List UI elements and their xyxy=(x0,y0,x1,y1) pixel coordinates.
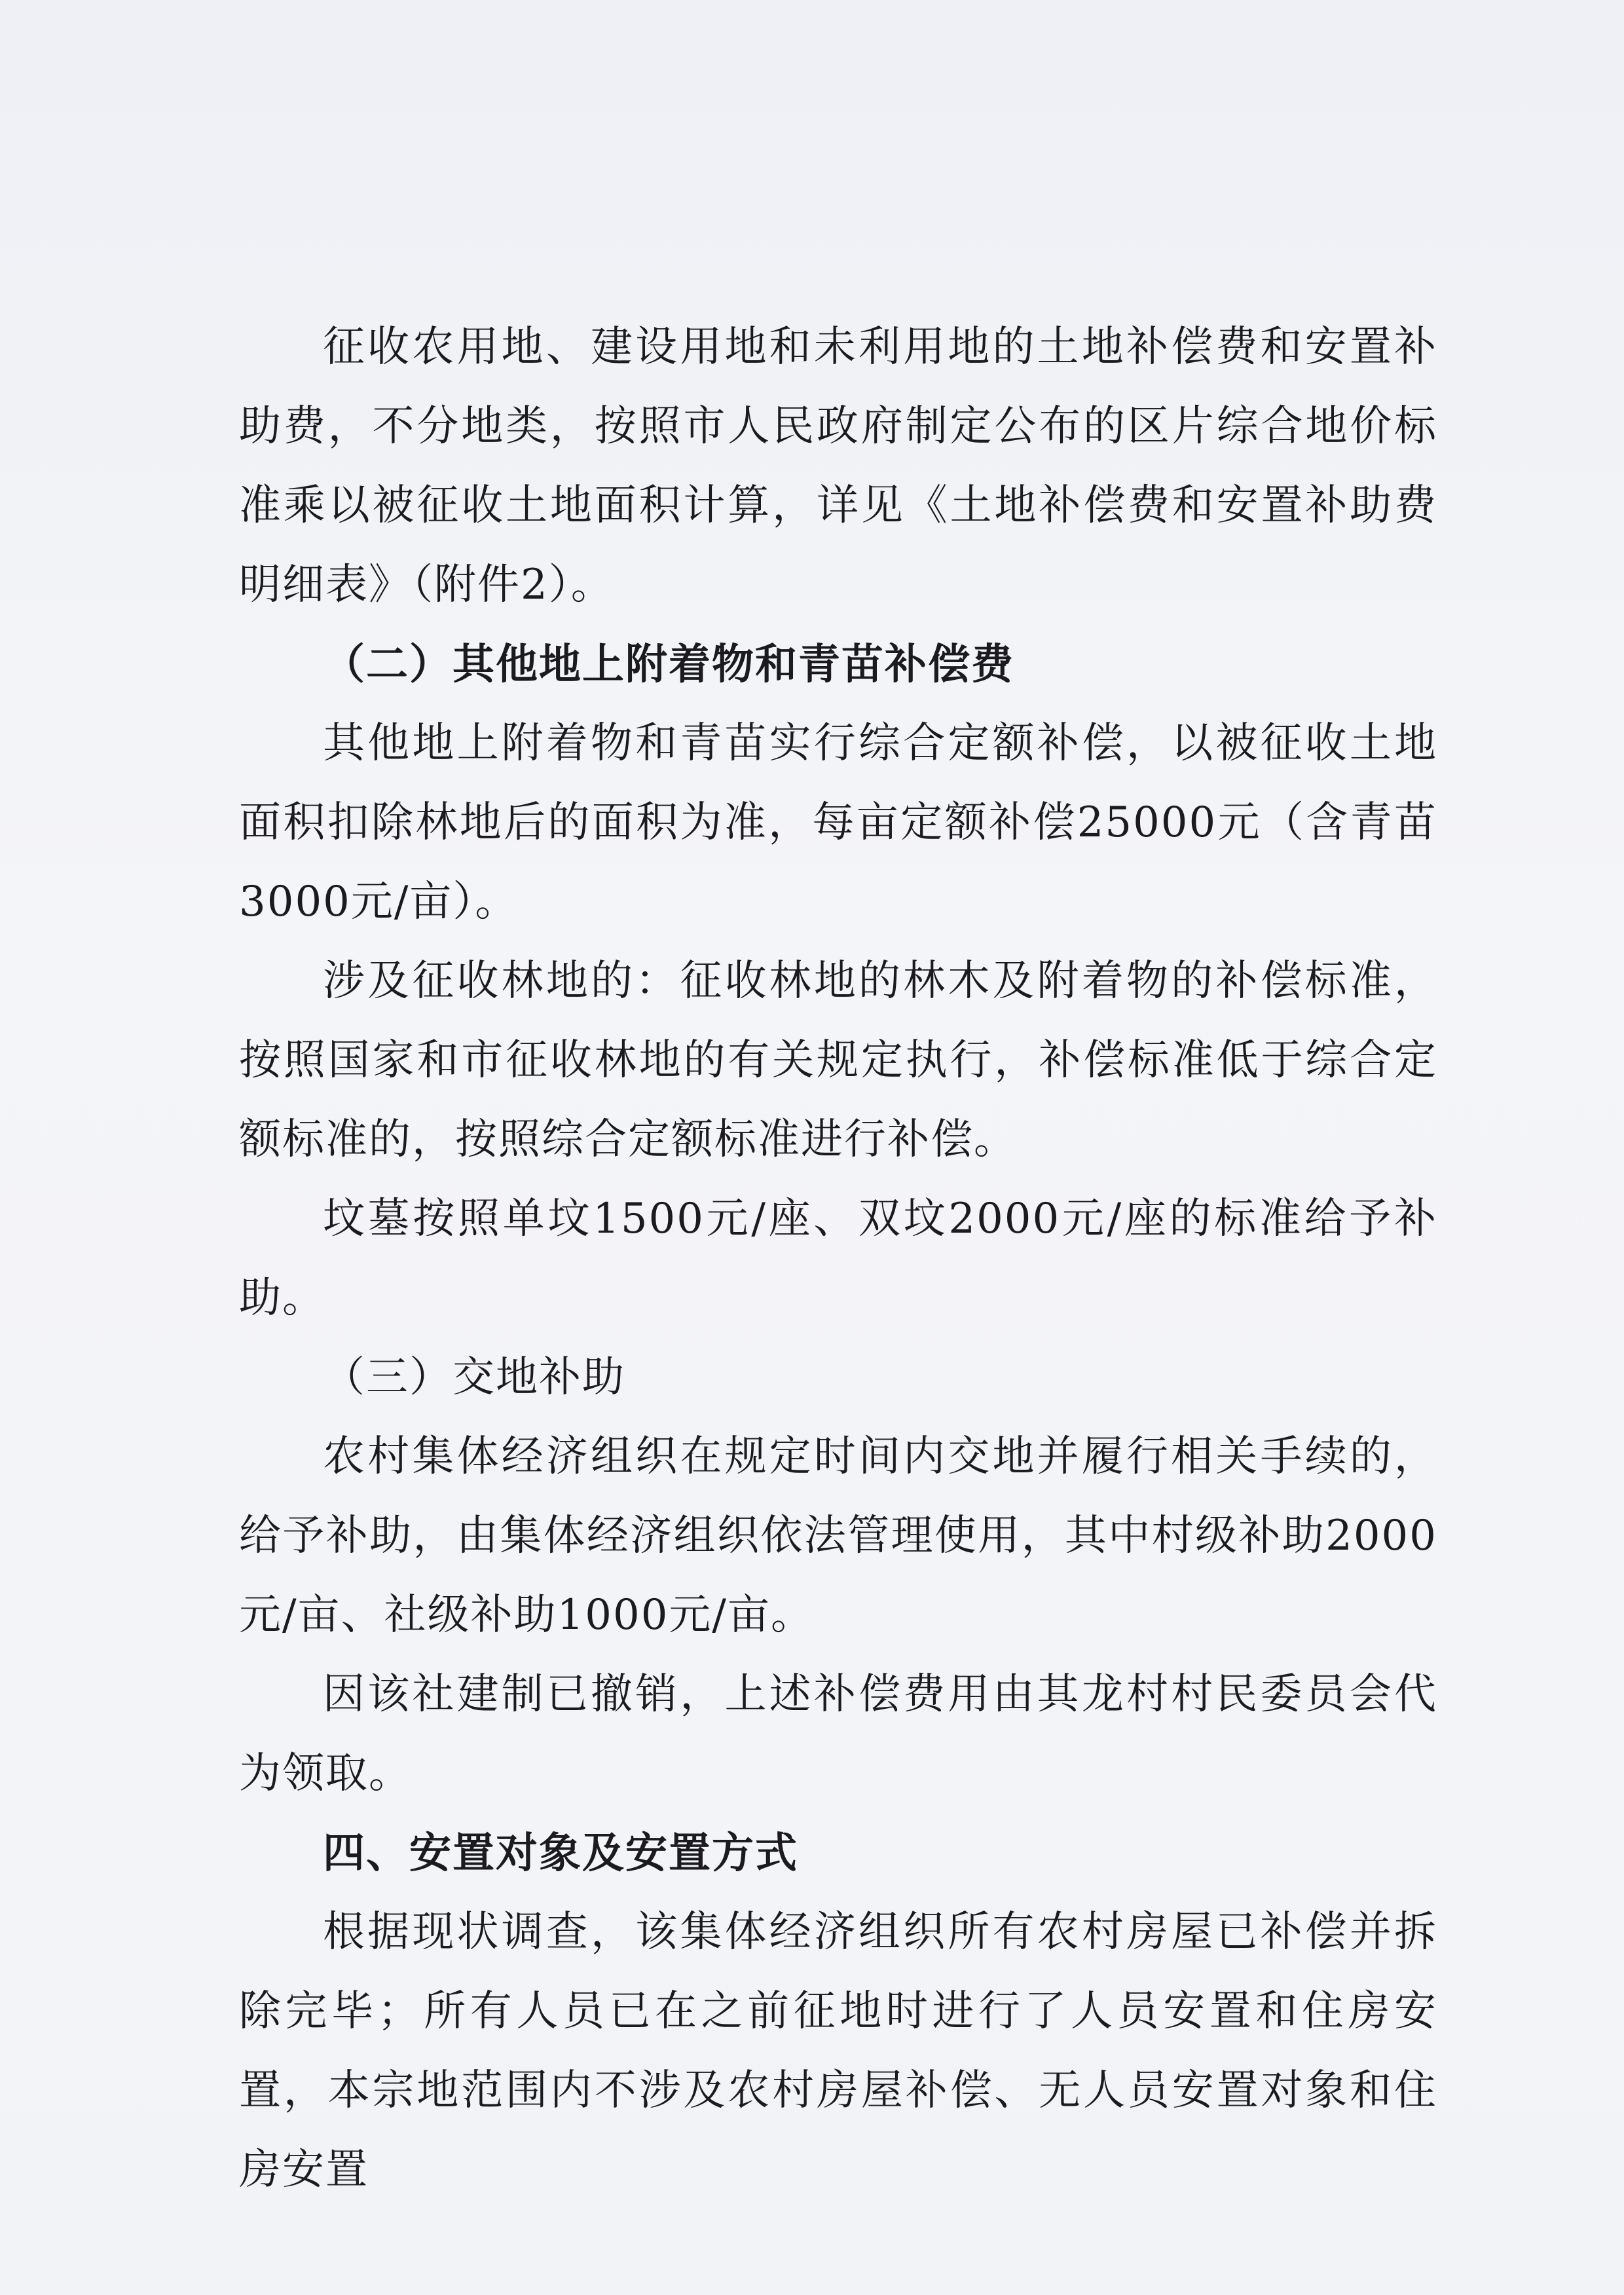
paragraph-village-committee: 因该社建制已撤销，上述补偿费用由其龙村村民委员会代为领取。 xyxy=(239,1670,1437,1798)
subheading-attachments-compensation: （二）其他地上附着物和青苗补偿费 xyxy=(323,640,1014,689)
paragraph-fixed-compensation: 其他地上附着物和青苗实行综合定额补偿，以被征收土地面积扣除林地后的面积为准，每亩定额补偿25000元（含青苗3000元/亩）。 xyxy=(239,719,1437,926)
subheading-handover-subsidy: （三）交地补助 xyxy=(323,1353,625,1402)
paragraph-land-compensation: 征收农用地、建设用地和未利用地的土地补偿费和安置补助费，不分地类，按照市人民政府制定公布的区片综合地价标准乘以被征收土地面积计算，详见《土地补偿费和安置补助费明细表》（附件2）。 xyxy=(239,323,1437,609)
heading-resettlement: 四、安置对象及安置方式 xyxy=(323,1829,798,1878)
document-body xyxy=(239,308,1437,2210)
paragraph-forest-land: 涉及征收林地的：征收林地的林木及附着物的补偿标准，按照国家和市征收林地的有关规定执行，补偿标准低于综合定额标准的，按照综合定额标准进行补偿。 xyxy=(239,957,1437,1164)
paragraph-resettlement-survey: 根据现状调查，该集体经济组织所有农村房屋已补偿并拆除完毕；所有人员已在之前征地时进行了人员安置和住房安置，本宗地范围内不涉及农村房屋补偿、无人员安置对象和住房安置 xyxy=(239,1908,1437,2194)
paragraph-handover-subsidy: 农村集体经济组织在规定时间内交地并履行相关手续的，给予补助，由集体经济组织依法管理使用，其中村级补助2000元/亩、社级补助1000元/亩。 xyxy=(239,1432,1437,1639)
paragraph-graves: 坟墓按照单坟1500元/座、双坟2000元/座的标准给予补助。 xyxy=(239,1195,1437,1322)
